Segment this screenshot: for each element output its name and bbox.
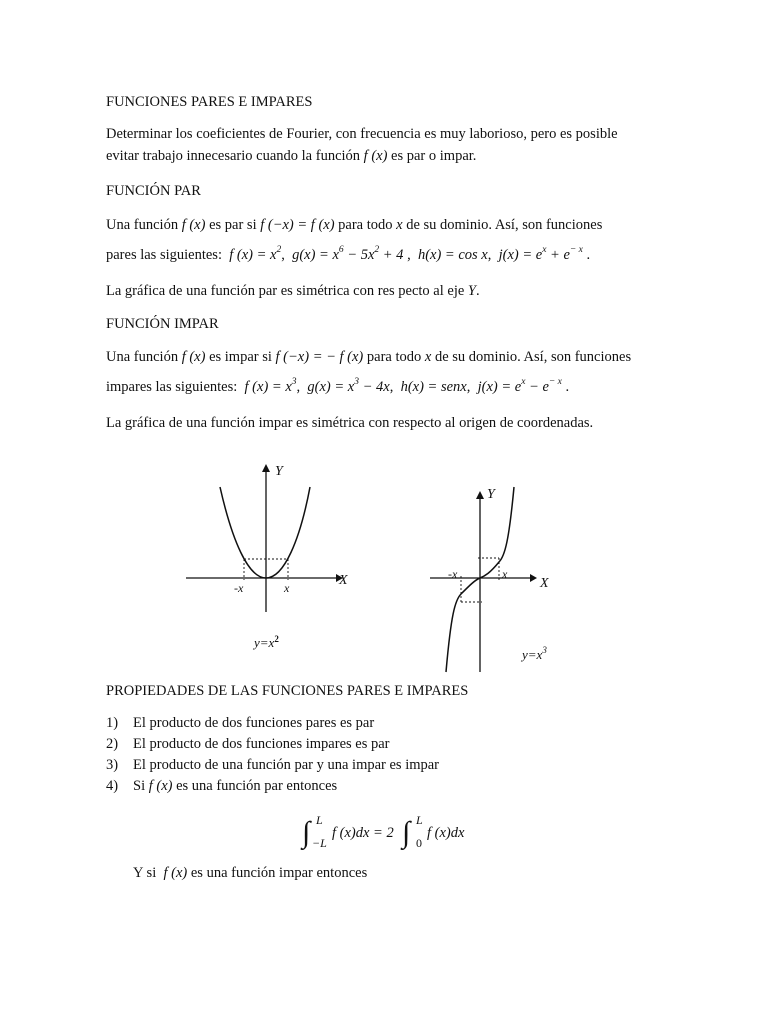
odd-y-label: Y — [487, 487, 495, 502]
even-caption — [252, 634, 279, 650]
x-symbol: x — [396, 217, 403, 233]
odd-y-axis-arrow — [476, 491, 484, 499]
intro-line-1: Determinar los coeficientes de Fourier, con frecuencia es muy laborioso, pero es posible — [106, 126, 618, 142]
odd-function-graph — [430, 487, 537, 672]
main-heading: FUNCIONES PARES E IMPARES — [106, 94, 313, 110]
fx-symbol: f (x) — [181, 217, 206, 233]
exponent: − x — [548, 377, 562, 387]
property-number: 4) — [106, 778, 119, 794]
odd-pos-x-label: x — [502, 567, 508, 581]
closing-text: Y si — [133, 865, 164, 881]
integral-expression-2: f (x)dx — [427, 825, 465, 841]
even-equation: f (−x) = f (x) — [260, 217, 335, 233]
odd-examples: impares las siguientes: f $(x) = x^3$, $g(x) = x^3 - 4x$, h(x) = senx, $j(x) = e^x - e^{- x}$ . — [106, 377, 570, 395]
even-neg-x-label: -x — [234, 581, 244, 595]
integral-sign-2: ∫ — [402, 816, 411, 849]
odd-caption-base: y=x — [522, 647, 543, 662]
odd-neg-x-label: -x — [448, 567, 458, 581]
exponent: − x — [569, 245, 583, 255]
fx-symbol: f (x) — [163, 865, 188, 881]
even-example-g-base: g(x) = x — [292, 247, 339, 263]
property-item — [106, 735, 439, 756]
odd-x-axis-arrow — [530, 574, 537, 582]
even-y-label: Y — [275, 464, 283, 479]
even-example-j-base: j(x) = e — [498, 247, 543, 263]
even-symmetry-end: . — [476, 283, 480, 299]
even-def-text: es par si — [205, 217, 261, 233]
even-symmetry-text: La gráfica de una función par es simétrica con res pecto al eje — [106, 283, 468, 299]
even-example-g-term: − 5x — [343, 247, 375, 263]
closing-line — [133, 864, 367, 882]
closing-text-end: es una función impar entonces — [187, 865, 368, 881]
exponent: 2 — [374, 245, 380, 255]
property-item — [106, 777, 439, 798]
even-integral-formula — [290, 806, 490, 856]
integral-upper-limit-2: L — [416, 813, 423, 827]
even-def-text: Una función — [106, 217, 182, 233]
exponent: 3 — [354, 377, 359, 387]
y-symbol: Y — [467, 283, 476, 299]
even-parabola-curve — [220, 487, 310, 578]
odd-example-j-term: − e — [525, 379, 549, 395]
x-symbol: x — [424, 349, 432, 365]
property-text: El producto de dos funciones impares es par — [133, 736, 390, 752]
odd-heading: FUNCIÓN IMPAR — [106, 316, 219, 332]
fx-symbol: f (x) — [148, 778, 173, 794]
odd-symmetry: La gráfica de una función impar es simétrica con respecto al origen de coordenadas. — [106, 415, 594, 431]
property-item — [106, 714, 439, 735]
even-pos-x-label: x — [284, 581, 290, 595]
integral-upper-limit: L — [316, 813, 323, 827]
odd-def-text: para todo — [363, 349, 425, 365]
odd-example-j-base: j(x) = e — [477, 379, 522, 395]
integral-lower-limit: −L — [312, 836, 327, 850]
fx-symbol: f (x) — [181, 349, 206, 365]
property-text: El producto de dos funciones pares es par — [133, 715, 375, 731]
property-text-end: es una función par entonces — [172, 778, 338, 794]
odd-example-g-term: − 4x — [358, 379, 390, 395]
odd-equation: f (−x) = − f (x) — [275, 349, 364, 365]
odd-def-text: de su dominio. Así, son funciones — [431, 349, 632, 365]
integral-lower-limit-2: 0 — [416, 836, 422, 850]
odd-caption — [520, 645, 547, 662]
odd-def-text: es impar si — [205, 349, 276, 365]
even-example-g-term: + 4 — [379, 247, 404, 263]
odd-example-f-base: f (x) = x — [244, 379, 292, 395]
properties-heading: PROPIEDADES DE LAS FUNCIONES PARES E IMPARES — [106, 683, 469, 699]
even-def-text: para todo — [334, 217, 397, 233]
even-example-h: h(x) = cos x — [417, 247, 488, 263]
property-number: 3) — [106, 757, 119, 773]
odd-caption-exponent: 3 — [542, 645, 547, 655]
property-item — [106, 756, 439, 777]
odd-def-text: Una función — [106, 349, 182, 365]
even-example-f-base: f (x) = x — [229, 247, 277, 263]
odd-examples-intro: impares las siguientes: — [106, 379, 238, 395]
property-text: El producto de una función par y una impar es impar — [133, 757, 440, 773]
fx-symbol: f (x) — [363, 148, 388, 164]
integral-sign: ∫ — [302, 816, 311, 849]
exponent: x — [521, 377, 526, 387]
even-def-text: de su dominio. Así, son funciones — [402, 217, 603, 233]
exponent: 3 — [291, 377, 297, 387]
property-number: 1) — [106, 715, 119, 731]
integral-expression: f (x)dx = 2 — [332, 825, 394, 841]
odd-example-h: h(x) = senx — [400, 379, 467, 395]
intro-text-end: es par o impar. — [387, 148, 477, 164]
odd-x-label: X — [540, 576, 549, 591]
odd-example-g-base: g(x) = x — [307, 379, 355, 395]
properties-list — [106, 714, 439, 798]
even-example-j-term: + e — [546, 247, 570, 263]
property-text: Si — [133, 778, 149, 794]
even-function-graph — [186, 464, 343, 612]
even-examples-intro: pares las siguientes: — [106, 247, 222, 263]
exponent: 6 — [338, 245, 344, 255]
even-caption-base: y=x — [254, 635, 275, 650]
exponent: x — [542, 245, 547, 255]
even-y-axis-arrow — [262, 464, 270, 472]
intro-text: evitar trabajo innecesario cuando la función — [106, 148, 364, 164]
even-examples: pares las siguientes: f $(x) = x^2$, $g(x) = x^6 - 5x^2 + 4$ , h(x) = cos x, $j(x) = e^x + e^{- x}$ . — [106, 245, 591, 263]
even-heading: FUNCIÓN PAR — [106, 183, 201, 199]
exponent: 2 — [276, 245, 282, 255]
property-number: 2) — [106, 736, 119, 752]
even-x-label: X — [339, 573, 348, 588]
even-caption-exponent: 2 — [274, 634, 279, 644]
